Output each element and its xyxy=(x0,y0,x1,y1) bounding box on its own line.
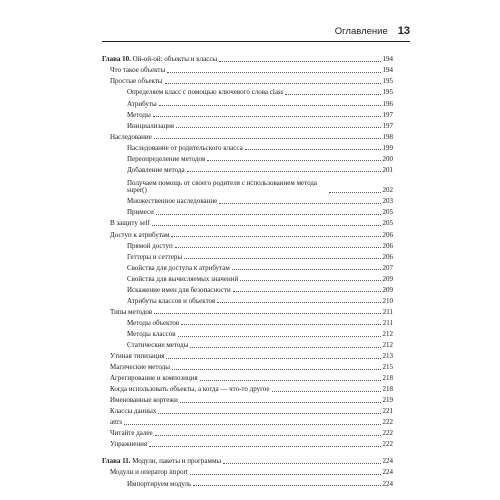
toc-entry-title xyxy=(127,123,174,130)
dot-leader xyxy=(172,369,381,370)
toc-page-number: 209 xyxy=(382,285,393,294)
toc-entry-text: Добавление метода xyxy=(127,165,185,174)
toc-entry xyxy=(102,64,393,75)
toc-page-number: 215 xyxy=(382,363,393,372)
dot-leader xyxy=(124,424,380,425)
toc-page-number: 213 xyxy=(382,352,393,361)
toc-entry xyxy=(102,438,393,449)
toc-page-number: 212 xyxy=(382,329,393,338)
toc-entry xyxy=(102,350,393,361)
toc-page-number: 194 xyxy=(382,55,393,64)
dot-leader xyxy=(232,269,381,270)
toc-entry xyxy=(102,130,393,141)
toc-entry-title xyxy=(127,342,188,349)
toc-page-number: 211 xyxy=(382,318,393,327)
toc-page-number: 218 xyxy=(382,374,393,383)
dot-leader xyxy=(158,413,380,414)
toc-entry xyxy=(102,361,393,372)
toc-entry-title xyxy=(110,397,178,404)
toc-entry xyxy=(102,317,393,328)
dot-leader xyxy=(285,94,380,95)
toc-entry-text: Определяем класс с помощью ключевого слова class xyxy=(127,88,284,97)
dot-leader xyxy=(156,214,381,215)
dot-leader xyxy=(171,236,380,237)
toc-entry xyxy=(102,466,393,477)
toc-page-number: 222 xyxy=(382,440,393,449)
toc-page-number: 197 xyxy=(382,110,393,119)
toc-entry-text: Геттеры и сеттеры xyxy=(127,252,183,261)
toc-entry-text: В защиту self xyxy=(110,219,150,228)
toc-entry xyxy=(102,372,393,383)
toc-entry-text: Атрибуты классов и объектов xyxy=(127,296,216,305)
toc-entry-title xyxy=(127,481,191,488)
toc-entry-text: Агрегирование и композиция xyxy=(110,374,198,383)
dot-leader xyxy=(187,171,381,172)
toc-entry-text: Утиная типизация xyxy=(110,352,165,361)
toc-entry-title xyxy=(110,386,270,393)
toc-entry xyxy=(102,75,393,86)
toc-entry-text: Когда использовать объекты, а когда — что-то другое xyxy=(110,385,270,394)
toc-page-number: 196 xyxy=(382,99,393,108)
dot-leader xyxy=(329,192,381,193)
dot-leader xyxy=(167,72,380,73)
toc-entry xyxy=(102,195,393,206)
toc-page-number: 224 xyxy=(382,457,393,466)
dot-leader xyxy=(245,149,381,150)
toc-entry-text: Наследование xyxy=(110,132,152,141)
toc-entry-text: attrs xyxy=(110,418,123,427)
toc-entry-title xyxy=(127,101,157,108)
toc-entry-title xyxy=(110,67,165,74)
toc-entry xyxy=(102,250,393,261)
toc-entry-text: Классы данных xyxy=(110,407,157,416)
toc-entry-text: Что такое объекты xyxy=(110,66,166,75)
toc-entry-text: Импортируем модуль xyxy=(127,479,192,488)
toc-entry-text: Доступ к атрибутам xyxy=(110,230,170,239)
toc-entry-text: Типы методов xyxy=(110,307,153,316)
toc-entry-text: Модули, пакеты и программы xyxy=(132,457,222,466)
toc-page-number: 212 xyxy=(382,340,393,349)
toc-entry xyxy=(102,86,393,97)
toc-entry xyxy=(102,119,393,130)
toc-entry xyxy=(102,328,393,339)
toc-entry-text: Примеси xyxy=(127,208,154,217)
dot-leader xyxy=(217,302,380,303)
toc-entry-text: Методы классов xyxy=(127,329,176,338)
toc-page-number: 222 xyxy=(382,429,393,438)
toc-page-number: 205 xyxy=(382,208,393,217)
toc-page-number: 224 xyxy=(382,468,393,477)
toc-entry-title xyxy=(127,298,215,305)
dot-leader xyxy=(154,313,381,314)
toc-page-number: 206 xyxy=(382,252,393,261)
toc-entry-text: Атрибуты xyxy=(127,99,157,108)
dot-leader xyxy=(240,280,380,281)
toc-entry-title xyxy=(110,78,163,85)
toc-entry xyxy=(102,97,393,108)
dot-leader xyxy=(184,258,380,259)
toc-entry-text: Получаем помощь от своего родителя с использованием метода super() xyxy=(127,179,318,195)
toc-entry-text: Инициализация xyxy=(127,121,175,130)
dot-leader xyxy=(149,446,380,447)
toc-entry-text: Множественное наследование xyxy=(127,197,218,206)
dot-leader xyxy=(190,474,381,475)
dot-leader xyxy=(178,336,381,337)
toc-entry-title xyxy=(127,89,283,96)
table-of-contents xyxy=(102,53,393,488)
toc-entry-text: Методы объектов xyxy=(127,318,180,327)
toc-page-number: 195 xyxy=(382,88,393,97)
toc-entry-title xyxy=(127,331,176,338)
toc-page-number: 206 xyxy=(382,230,393,239)
toc-page-number: 224 xyxy=(382,479,393,488)
dot-leader xyxy=(190,347,380,348)
toc-entry-title xyxy=(127,198,217,205)
toc-page-number: 205 xyxy=(382,219,393,228)
header-rule xyxy=(102,41,410,42)
dot-leader xyxy=(219,61,380,62)
toc-entry-title xyxy=(127,156,205,163)
dot-leader xyxy=(223,463,380,464)
dot-leader xyxy=(154,138,381,139)
dot-leader xyxy=(153,116,381,117)
toc-entry xyxy=(102,175,393,196)
dot-leader xyxy=(233,291,381,292)
toc-entry-title xyxy=(110,364,170,371)
toc-page-number: 210 xyxy=(382,296,393,305)
dot-leader xyxy=(207,160,380,161)
toc-entry-title xyxy=(110,232,169,239)
toc-entry-text: Переопределение методов xyxy=(127,154,206,163)
dot-leader xyxy=(152,225,381,226)
toc-page-number: 206 xyxy=(382,241,393,250)
toc-entry-title xyxy=(110,220,150,227)
toc-entry-text: Методы xyxy=(127,110,151,119)
toc-entry xyxy=(102,108,393,119)
toc-page-number: 218 xyxy=(382,385,393,394)
toc-entry-text: Прямой доступ xyxy=(127,241,173,250)
dot-leader xyxy=(165,83,381,84)
toc-entry-title xyxy=(127,254,182,261)
dot-leader xyxy=(166,358,380,359)
dot-leader xyxy=(193,485,380,486)
toc-entry-title xyxy=(127,145,243,152)
toc-page-number: 199 xyxy=(382,143,393,152)
dot-leader xyxy=(155,435,381,436)
toc-page-number: 198 xyxy=(382,132,393,141)
toc-entry-title xyxy=(127,320,179,327)
toc-entry xyxy=(102,283,393,294)
dot-leader xyxy=(200,380,381,381)
dot-leader xyxy=(219,203,380,204)
toc-entry xyxy=(102,272,393,283)
toc-entry xyxy=(102,141,393,152)
toc-entry-title xyxy=(110,408,156,415)
toc-page-number: 203 xyxy=(382,197,393,206)
toc-entry-title xyxy=(127,167,185,174)
toc-chapter-entry xyxy=(102,455,393,466)
toc-entry-title xyxy=(102,56,217,63)
toc-page-number: 200 xyxy=(382,154,393,163)
toc-entry-title xyxy=(127,112,151,119)
toc-entry-title xyxy=(110,430,153,437)
toc-entry-title xyxy=(110,353,164,360)
dot-leader xyxy=(159,105,381,106)
running-head-title: Оглавление xyxy=(334,26,388,37)
toc-entry-text: Простые объекты xyxy=(110,77,163,86)
toc-entry-title xyxy=(110,441,147,448)
toc-entry-title xyxy=(110,419,122,426)
toc-entry-text: Наследование от родительского класса xyxy=(127,143,243,152)
toc-entry-title xyxy=(127,287,231,294)
toc-entry-title xyxy=(127,243,173,250)
dot-leader xyxy=(181,324,381,325)
toc-entry-text: Ой-ой-ой: объекты и классы xyxy=(132,55,218,64)
toc-page-number: 211 xyxy=(382,307,393,316)
toc-entry xyxy=(102,261,393,272)
toc-entry xyxy=(102,416,393,427)
toc-entry-title xyxy=(127,209,154,216)
chapter-number: Глава 11. xyxy=(102,457,131,466)
toc-entry-title xyxy=(127,180,327,194)
toc-entry xyxy=(102,477,393,488)
toc-entry-title xyxy=(110,309,152,316)
toc-entry-text: Именованные кортежи xyxy=(110,396,178,405)
toc-entry-text: Читайте далее xyxy=(110,429,153,438)
toc-entry-title xyxy=(127,276,238,283)
toc-entry-title xyxy=(110,469,188,476)
toc-entry xyxy=(102,206,393,217)
toc-entry xyxy=(102,217,393,228)
toc-entry-text: Искажение имен для безопасности xyxy=(127,285,231,294)
toc-entry-text: Свойства для вычисляемых значений xyxy=(127,274,239,283)
dot-leader xyxy=(180,402,381,403)
toc-entry-title xyxy=(110,375,198,382)
toc-page-number: 194 xyxy=(382,66,393,75)
toc-page-number: 197 xyxy=(382,121,393,130)
toc-entry xyxy=(102,427,393,438)
toc-page-number: 195 xyxy=(382,77,393,86)
toc-entry xyxy=(102,239,393,250)
toc-entry xyxy=(102,305,393,316)
toc-page-number: 201 xyxy=(382,165,393,174)
toc-entry xyxy=(102,405,393,416)
toc-entry-title xyxy=(110,134,152,141)
toc-entry xyxy=(102,294,393,305)
toc-entry xyxy=(102,394,393,405)
toc-entry xyxy=(102,339,393,350)
running-head xyxy=(0,25,410,37)
toc-entry-text: Магические методы xyxy=(110,363,170,372)
page-number: 13 xyxy=(397,25,410,37)
dot-leader xyxy=(272,391,381,392)
toc-page-number: 219 xyxy=(382,396,393,405)
dot-leader xyxy=(176,127,380,128)
toc-entry-title xyxy=(127,265,230,272)
toc-page-number: 207 xyxy=(382,263,393,272)
toc-entry-text: Статические методы xyxy=(127,340,189,349)
toc-entry-text: Модули и оператор import xyxy=(110,468,188,477)
toc-page-number: 221 xyxy=(382,407,393,416)
toc-entry xyxy=(102,383,393,394)
chapter-number: Глава 10. xyxy=(102,55,131,64)
toc-chapter-entry xyxy=(102,53,393,64)
toc-entry-text: Свойства для доступа к атрибутам xyxy=(127,263,230,272)
toc-entry xyxy=(102,152,393,163)
toc-page-number: 222 xyxy=(382,418,393,427)
toc-entry-text: Упражнения xyxy=(110,440,148,449)
toc-page-number: 209 xyxy=(382,274,393,283)
toc-page-number: 202 xyxy=(382,186,393,195)
toc-entry xyxy=(102,163,393,174)
dot-leader xyxy=(175,247,381,248)
toc-entry xyxy=(102,228,393,239)
toc-entry-title xyxy=(102,458,221,465)
